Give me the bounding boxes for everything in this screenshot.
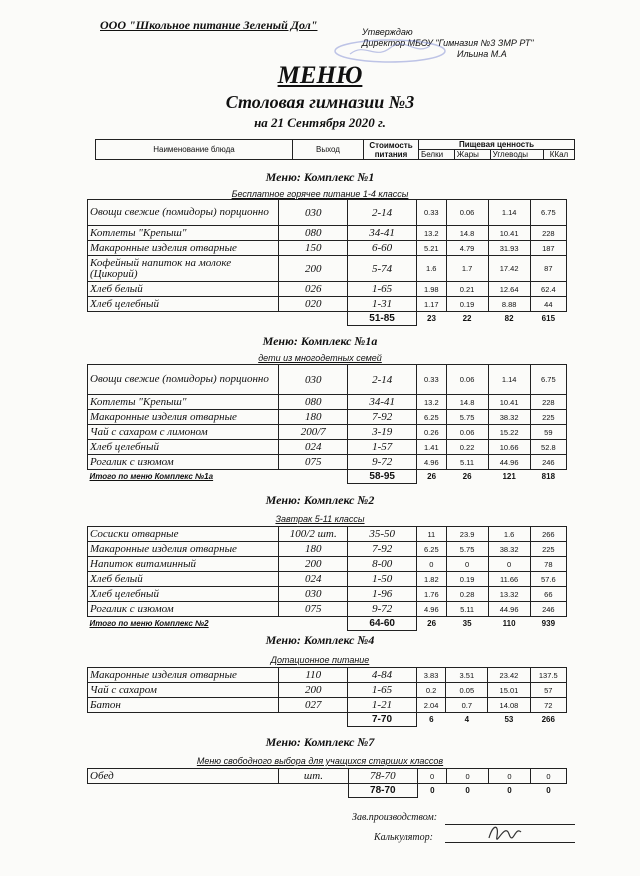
dish-carbs: 10.66 [488, 440, 530, 455]
production-head-label: Зав.производством: [352, 812, 438, 823]
approval-line-2: Директор МБОУ "Гимназия №3 ЗМР РТ" [362, 38, 534, 48]
dish-carbs: 10.41 [488, 226, 530, 241]
dish-name: Сосиски отварные [88, 527, 279, 542]
table-row [88, 668, 567, 683]
total-row [88, 312, 567, 326]
dish-output: 080 [279, 395, 348, 410]
dish-kcal: 57.6 [530, 572, 566, 587]
total-label [88, 312, 279, 326]
dish-carbs: 12.64 [488, 282, 530, 297]
dish-output: 024 [279, 440, 348, 455]
dish-proteins: 0.33 [416, 200, 446, 226]
dish-output: 180 [279, 410, 348, 425]
dish-fats: 0.06 [446, 365, 488, 395]
dish-output: 075 [279, 455, 348, 470]
col-cost-header: Стоимость питания [364, 140, 419, 160]
dish-name: Макаронные изделия отварные [88, 410, 279, 425]
dish-proteins: 11 [417, 527, 447, 542]
dish-fats: 0.06 [446, 200, 488, 226]
dish-proteins: 13.2 [416, 226, 446, 241]
dish-name: Чай с сахаром с лимоном [88, 425, 279, 440]
section-sub-7: Меню свободного выбора для учащихся старших классов [196, 756, 444, 766]
dish-kcal: 52.8 [530, 440, 566, 455]
dish-cost: 5-74 [348, 256, 417, 282]
dish-cost: 6-60 [348, 241, 417, 256]
dish-cost: 34-41 [348, 395, 417, 410]
dish-fats: 14.8 [446, 395, 488, 410]
dish-output: 150 [279, 241, 348, 256]
dish-kcal: 62.4 [530, 282, 566, 297]
dish-cost: 1-65 [348, 282, 417, 297]
dish-output: 075 [279, 602, 348, 617]
dish-name: Макаронные изделия отварные [88, 241, 279, 256]
table-row [88, 572, 567, 587]
total-kcal: 818 [541, 472, 556, 482]
dish-fats: 14.8 [446, 226, 488, 241]
dish-carbs: 31.93 [488, 241, 530, 256]
menu-subtitle: Столовая гимназии №3 [225, 92, 415, 112]
total-carbs: 53 [504, 715, 514, 725]
section-sub-1: Бесплатное горячее питание 1-4 классы [231, 189, 409, 199]
dish-output: 200 [279, 557, 348, 572]
dish-name: Макаронные изделия отварные [88, 668, 279, 683]
menu-table-4 [87, 667, 567, 727]
dish-name: Хлеб белый [88, 282, 279, 297]
dish-output: шт. [279, 769, 348, 784]
total-cost: 7-70 [348, 713, 417, 727]
total-carbs: 121 [502, 472, 516, 482]
dish-name: Рогалик с изюмом [88, 455, 279, 470]
dish-output: 180 [279, 542, 348, 557]
table-row [88, 698, 567, 713]
dish-fats: 0.19 [446, 572, 488, 587]
col-fats-header: Жары [454, 150, 490, 160]
total-cost: 64-60 [348, 617, 417, 631]
dish-cost: 4-84 [348, 668, 417, 683]
dish-kcal: 0 [530, 769, 566, 784]
total-proteins: 6 [429, 715, 434, 725]
dish-proteins: 0 [417, 557, 447, 572]
dish-kcal: 57 [530, 683, 566, 698]
dish-proteins: 2.04 [416, 698, 446, 713]
dish-fats: 1.7 [446, 256, 488, 282]
dish-output: 027 [279, 698, 348, 713]
table-row [88, 683, 567, 698]
dish-carbs: 44.96 [488, 455, 530, 470]
menu-table-7 [87, 768, 567, 798]
dish-name: Хлеб целебный [88, 440, 279, 455]
dish-carbs: 38.32 [488, 410, 530, 425]
dish-name: Котлеты "Крепыш" [88, 395, 279, 410]
table-row [88, 241, 567, 256]
dish-carbs: 0 [489, 769, 531, 784]
section-sub-2: Завтрак 5-11 классы [275, 514, 365, 524]
dish-fats: 5.11 [446, 602, 488, 617]
total-fats: 22 [462, 314, 472, 324]
dish-fats: 4.79 [446, 241, 488, 256]
table-row [88, 256, 567, 282]
section-title-1: Меню: Комплекс №1 [265, 170, 375, 184]
section-title-1a: Меню: Комплекс №1а [262, 334, 378, 348]
dish-kcal: 246 [530, 455, 566, 470]
dish-carbs: 1.14 [488, 200, 530, 226]
calculator-label: Калькулятор: [374, 832, 433, 843]
dish-cost: 8-00 [348, 557, 417, 572]
dish-fats: 0.22 [446, 440, 488, 455]
dish-fats: 0.06 [446, 425, 488, 440]
dish-cost: 2-14 [348, 365, 417, 395]
dish-cost: 9-72 [348, 455, 417, 470]
dish-cost: 1-21 [348, 698, 417, 713]
dish-name: Хлеб целебный [88, 297, 279, 312]
dish-cost: 1-57 [348, 440, 417, 455]
dish-name: Чай с сахаром [88, 683, 279, 698]
total-spacer [279, 713, 348, 727]
dish-cost: 3-19 [348, 425, 417, 440]
dish-cost: 9-72 [348, 602, 417, 617]
dish-name: Хлеб целебный [88, 587, 279, 602]
calculator-signature [485, 816, 525, 846]
total-label: Итого по меню Комплекс №2 [89, 619, 209, 629]
dish-name: Батон [88, 698, 279, 713]
section-sub-1a: дети из многодетных семей [258, 353, 382, 363]
signature-stamp [330, 38, 450, 64]
dish-fats: 23.9 [446, 527, 488, 542]
table-row [88, 769, 567, 784]
col-nutrition-header: Пищевая ценность [419, 140, 575, 150]
dish-carbs: 14.08 [488, 698, 530, 713]
dish-name: Котлеты "Крепыш" [88, 226, 279, 241]
dish-kcal: 228 [530, 226, 566, 241]
dish-cost: 78-70 [348, 769, 417, 784]
dish-proteins: 1.6 [416, 256, 446, 282]
dish-cost: 2-14 [348, 200, 417, 226]
table-row [88, 282, 567, 297]
col-carbs-header: Углеводы [490, 150, 543, 160]
dish-carbs: 0 [488, 557, 530, 572]
dish-proteins: 4.96 [417, 455, 447, 470]
dish-kcal: 187 [530, 241, 566, 256]
table-row [88, 297, 567, 312]
total-label [88, 713, 279, 727]
total-row [88, 784, 567, 798]
total-carbs: 0 [507, 786, 512, 796]
total-cost: 58-95 [348, 470, 417, 484]
total-cost: 51-85 [348, 312, 417, 326]
dish-cost: 1-31 [348, 297, 417, 312]
dish-output: 030 [279, 365, 348, 395]
dish-carbs: 1.14 [488, 365, 530, 395]
total-carbs: 110 [502, 619, 516, 629]
dish-fats: 5.75 [446, 542, 488, 557]
col-kcal-header: ККал [544, 150, 575, 160]
dish-output: 030 [279, 587, 348, 602]
dish-fats: 0 [447, 769, 489, 784]
table-row [88, 410, 567, 425]
dish-kcal: 72 [530, 698, 566, 713]
dish-output: 200 [279, 683, 348, 698]
dish-fats: 5.75 [446, 410, 488, 425]
dish-proteins: 0.33 [417, 365, 447, 395]
dish-carbs: 17.42 [488, 256, 530, 282]
dish-cost: 1-50 [348, 572, 417, 587]
table-row [88, 602, 567, 617]
dish-carbs: 15.22 [488, 425, 530, 440]
dish-fats: 0.28 [446, 587, 488, 602]
total-cost: 78-70 [348, 784, 417, 798]
dish-name: Обед [88, 769, 279, 784]
dish-proteins: 6.25 [417, 542, 447, 557]
dish-name: Макаронные изделия отварные [88, 542, 279, 557]
dish-proteins: 1.98 [416, 282, 446, 297]
dish-fats: 0.05 [446, 683, 488, 698]
dish-cost: 7-92 [348, 410, 417, 425]
table-row [88, 440, 567, 455]
dish-proteins: 13.2 [417, 395, 447, 410]
total-spacer [279, 784, 348, 798]
dish-proteins: 6.25 [417, 410, 447, 425]
dish-proteins: 3.83 [416, 668, 446, 683]
dish-fats: 3.51 [446, 668, 488, 683]
dish-proteins: 0.2 [416, 683, 446, 698]
menu-table-1 [87, 199, 567, 326]
menu-table-1a [87, 364, 567, 484]
dish-output: 024 [279, 572, 348, 587]
dish-proteins: 0 [417, 769, 446, 784]
menu-date: на 21 Сентября 2020 г. [254, 115, 386, 130]
dish-cost: 35-50 [348, 527, 417, 542]
dish-fats: 0 [446, 557, 488, 572]
table-row [88, 455, 567, 470]
dish-output: 030 [279, 200, 348, 226]
total-carbs: 82 [504, 314, 514, 324]
dish-carbs: 1.6 [488, 527, 530, 542]
col-name-header: Наименование блюда [96, 140, 293, 160]
table-row [88, 557, 567, 572]
approval-line-3: Ильина М.А [457, 49, 507, 59]
col-proteins-header: Белки [419, 150, 455, 160]
dish-cost: 7-92 [348, 542, 417, 557]
dish-name: Овощи свежие (помидоры) порционно [88, 200, 279, 226]
dish-kcal: 59 [530, 425, 566, 440]
total-fats: 4 [464, 715, 470, 725]
total-kcal: 0 [546, 786, 551, 796]
dish-kcal: 225 [530, 542, 566, 557]
dish-output: 020 [279, 297, 348, 312]
total-fats: 26 [462, 472, 472, 482]
total-row [88, 713, 567, 727]
total-proteins: 23 [427, 314, 436, 324]
table-row [88, 226, 567, 241]
total-row [88, 617, 567, 631]
table-row [88, 365, 567, 395]
total-row [88, 470, 567, 484]
dish-kcal: 266 [530, 527, 566, 542]
column-header-table [95, 139, 575, 160]
dish-output: 026 [279, 282, 348, 297]
dish-proteins: 0.26 [417, 425, 447, 440]
dish-kcal: 6.75 [530, 200, 566, 226]
table-row [88, 527, 567, 542]
dish-kcal: 137.5 [530, 668, 566, 683]
dish-kcal: 44 [530, 297, 566, 312]
table-row [88, 395, 567, 410]
dish-kcal: 225 [530, 410, 566, 425]
dish-name: Хлеб белый [88, 572, 279, 587]
dish-carbs: 8.88 [488, 297, 530, 312]
total-spacer [279, 312, 348, 326]
dish-kcal: 6.75 [530, 365, 566, 395]
dish-name: Напиток витаминный [88, 557, 279, 572]
total-kcal: 266 [541, 715, 555, 725]
dish-proteins: 1.76 [417, 587, 447, 602]
table-row [88, 542, 567, 557]
section-title-7: Меню: Комплекс №7 [265, 735, 375, 749]
dish-proteins: 1.41 [417, 440, 447, 455]
dish-proteins: 4.96 [417, 602, 447, 617]
section-title-4: Меню: Комплекс №4 [265, 633, 375, 647]
dish-carbs: 15.01 [488, 683, 530, 698]
table-row [88, 425, 567, 440]
dish-kcal: 78 [530, 557, 566, 572]
dish-fats: 0.19 [446, 297, 488, 312]
total-kcal: 615 [541, 314, 556, 324]
dish-carbs: 38.32 [488, 542, 530, 557]
total-kcal: 939 [541, 619, 556, 629]
total-label [88, 784, 279, 798]
dish-proteins: 1.82 [417, 572, 447, 587]
menu-title: МЕНЮ [277, 62, 363, 89]
dish-output: 080 [279, 226, 348, 241]
dish-carbs: 44.96 [488, 602, 530, 617]
dish-carbs: 23.42 [488, 668, 530, 683]
dish-output: 100/2 шт. [279, 527, 348, 542]
dish-proteins: 5.21 [416, 241, 446, 256]
dish-output: 200/7 [279, 425, 348, 440]
col-output-header: Выход [293, 140, 364, 160]
dish-carbs: 13.32 [488, 587, 530, 602]
dish-kcal: 228 [530, 395, 566, 410]
table-row [88, 200, 567, 226]
dish-kcal: 66 [530, 587, 566, 602]
dish-output: 200 [279, 256, 348, 282]
dish-name: Кофейный напиток на молоке (Цикорий) [88, 256, 279, 282]
total-proteins: 0 [430, 786, 435, 796]
approval-line-1: Утверждаю [362, 27, 413, 37]
dish-fats: 0.7 [446, 698, 488, 713]
dish-carbs: 11.66 [488, 572, 530, 587]
dish-proteins: 1.17 [416, 297, 446, 312]
dish-cost: 1-65 [348, 683, 417, 698]
dish-cost: 1-96 [348, 587, 417, 602]
dish-fats: 0.21 [446, 282, 488, 297]
total-fats: 0 [465, 786, 470, 796]
menu-table-2 [87, 526, 567, 631]
dish-kcal: 87 [530, 256, 566, 282]
dish-carbs: 10.41 [488, 395, 530, 410]
dish-name: Рогалик с изюмом [88, 602, 279, 617]
section-title-2: Меню: Комплекс №2 [265, 493, 375, 507]
dish-name: Овощи свежие (помидоры) порционно [88, 365, 279, 395]
dish-kcal: 246 [530, 602, 566, 617]
total-proteins: 26 [427, 472, 437, 482]
company-name: ООО "Школьное питание Зеленый Дол" [100, 18, 318, 32]
dish-fats: 5.11 [446, 455, 488, 470]
total-proteins: 26 [427, 619, 437, 629]
section-sub-4: Дотационное питание [270, 655, 370, 665]
total-label: Итого по меню Комплекс №1а [89, 472, 214, 482]
dish-cost: 34-41 [348, 226, 417, 241]
dish-output: 110 [279, 668, 348, 683]
table-row [88, 587, 567, 602]
total-fats: 35 [462, 619, 472, 629]
